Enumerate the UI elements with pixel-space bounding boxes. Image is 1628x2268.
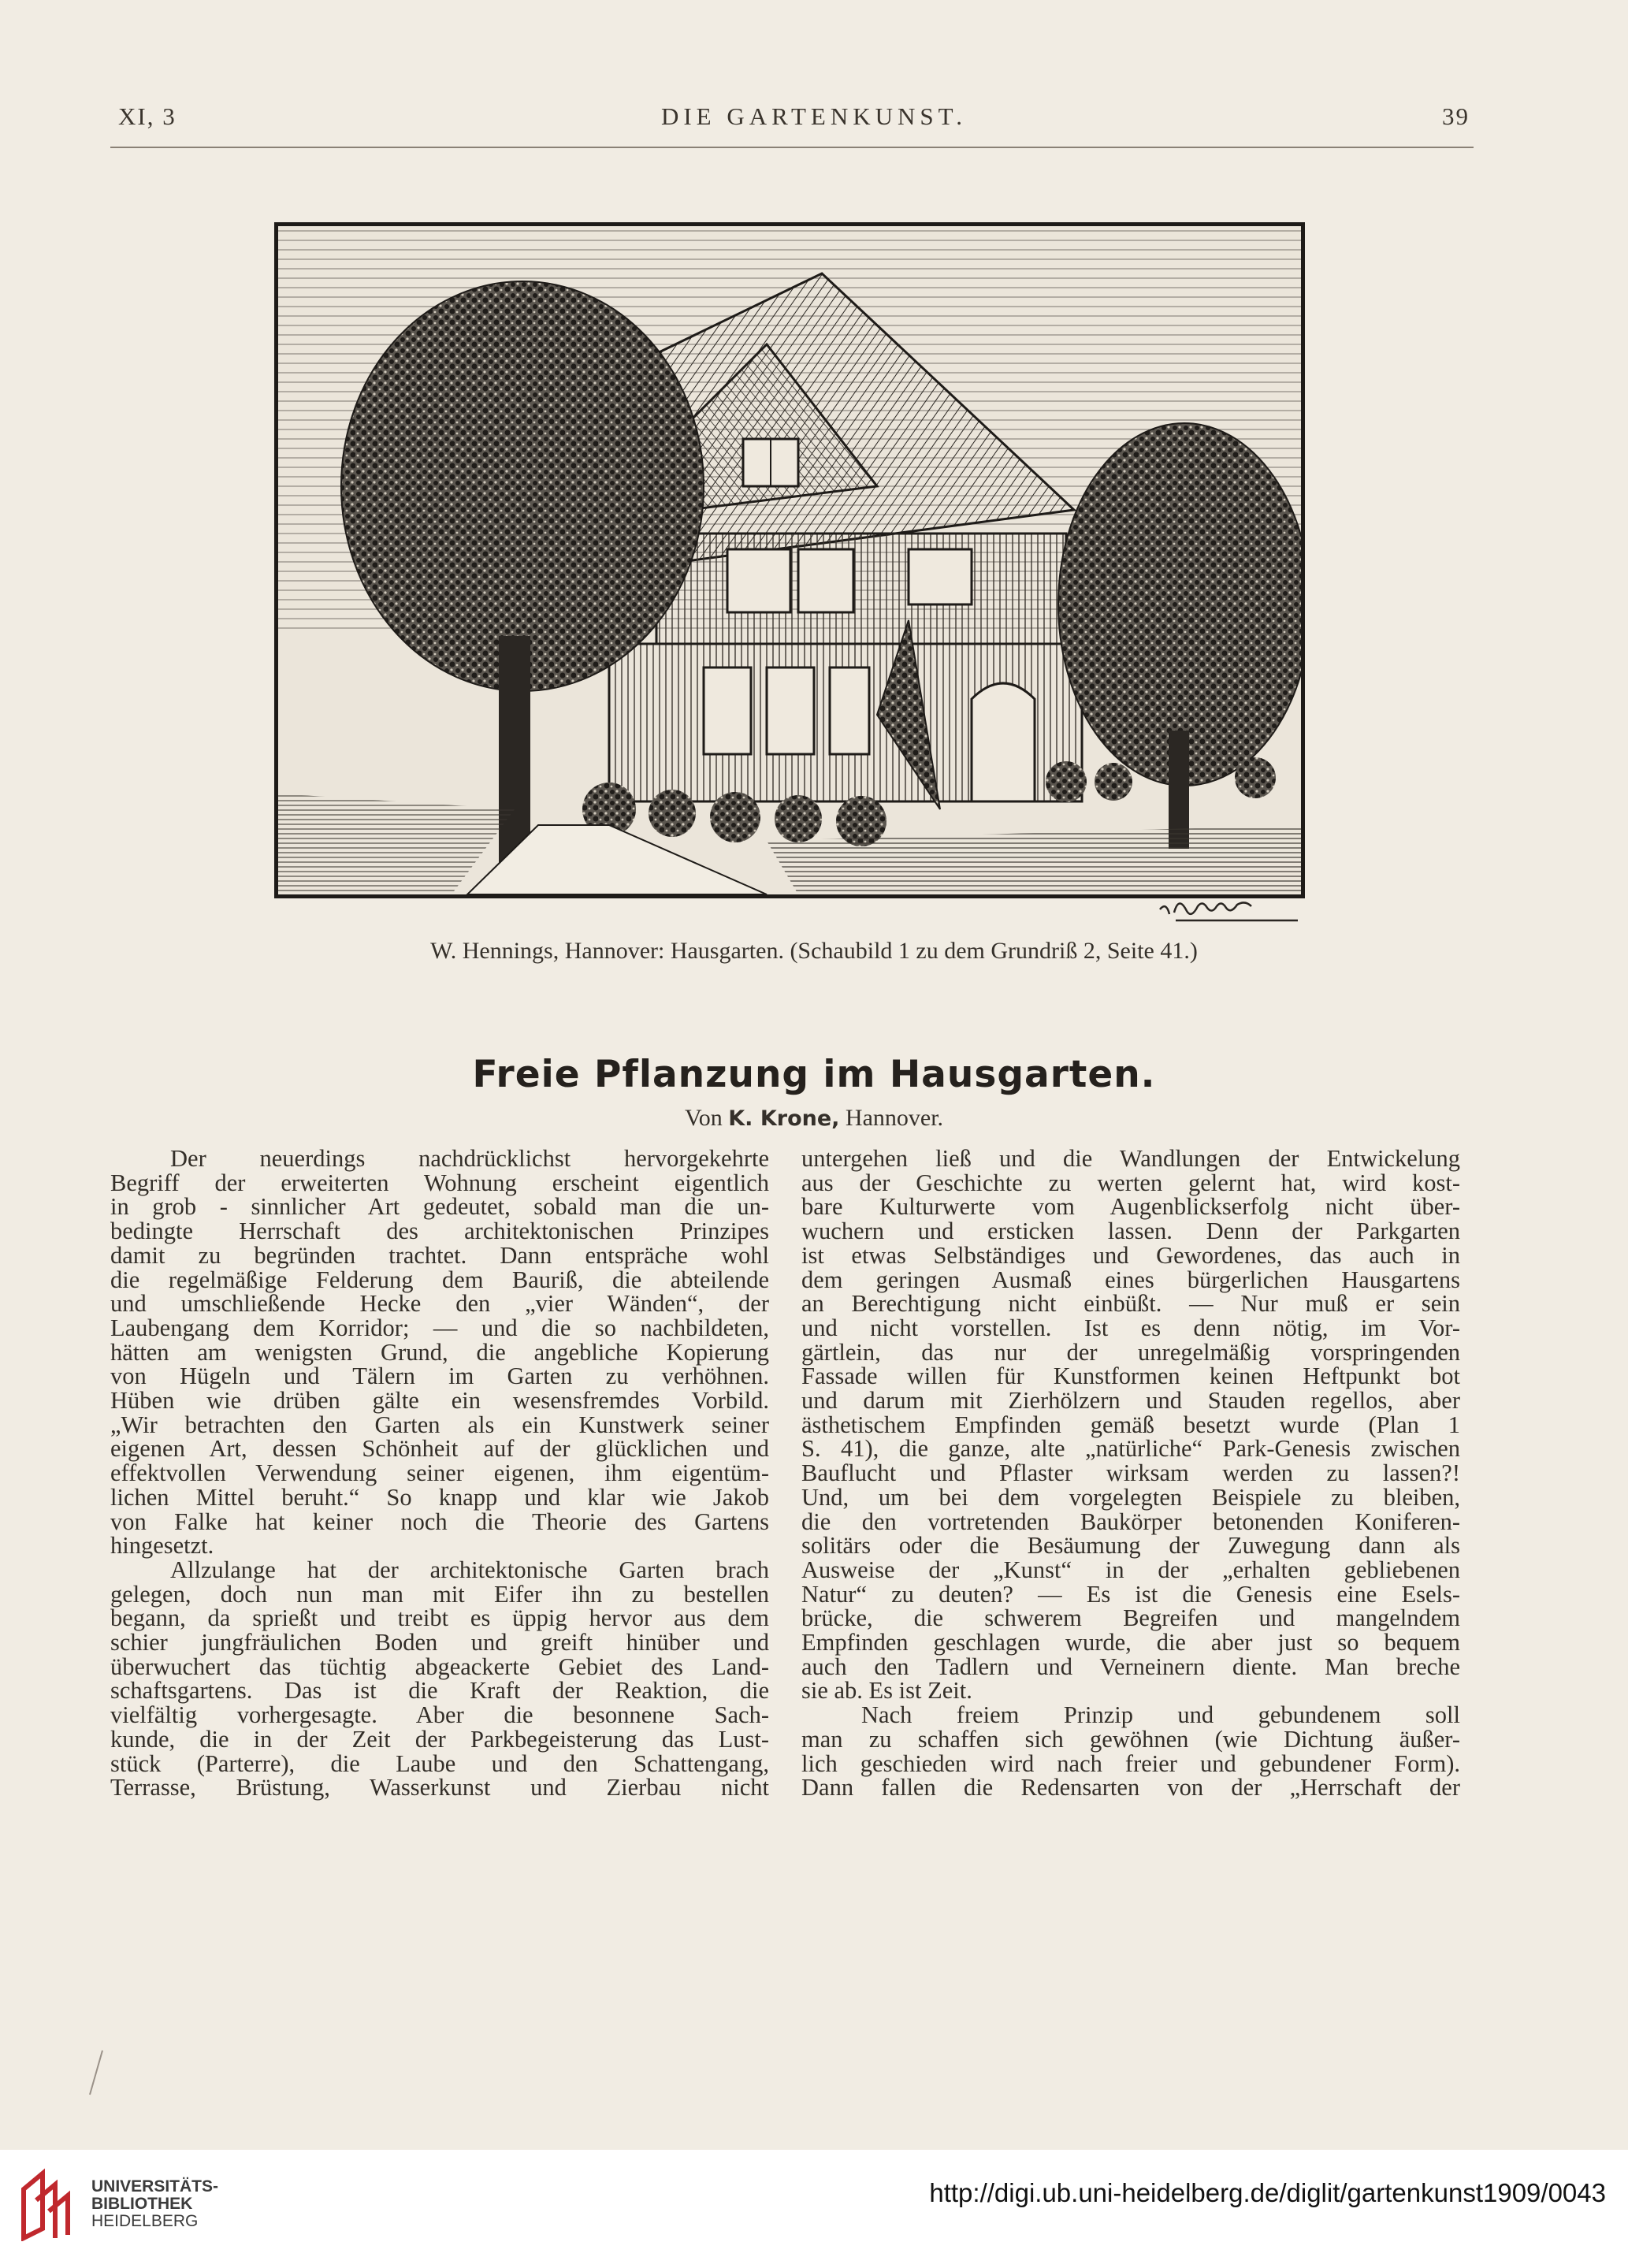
byline-author: K. Krone, xyxy=(728,1106,840,1131)
byline-prefix: Von xyxy=(684,1105,723,1131)
text-line: kunde, die in der Zeit der Parkbegeisterung das Lust- xyxy=(110,1725,769,1753)
text-line: lich geschieden wird nach freier und gebundener Form). xyxy=(801,1749,1460,1777)
text-line: Natur“ zu deuten? — Es ist die Genesis eine Esels- xyxy=(801,1580,1460,1608)
text-line: in grob - sinnlicher Art gedeutet, sobald man die un- xyxy=(110,1193,769,1221)
text-line: eigenen Art, dessen Schönheit auf der glücklichen und xyxy=(110,1435,769,1463)
text-line: Hüben wie drüben gälte ein wesensfremdes Vorbild. xyxy=(110,1387,769,1415)
library-name-line-3: HEIDELBERG xyxy=(91,2212,199,2230)
text-line: „Wir betrachten den Garten als ein Kunstwerk seiner xyxy=(110,1411,769,1438)
text-line: sie ab. Es ist Zeit. xyxy=(801,1677,972,1705)
running-header-page-number: 39 xyxy=(1442,102,1470,130)
library-name-line-1: UNIVERSITÄTS- xyxy=(91,2177,219,2195)
digitization-footer xyxy=(0,2150,1628,2268)
text-line: Bauflucht und Pflaster wirksam werden zu lassen?! xyxy=(801,1459,1460,1487)
text-line: Laubengang dem Korridor; — und die so nachbildeten, xyxy=(110,1314,769,1341)
header-rule xyxy=(110,147,1474,148)
text-line: bedingte Herrschaft des architektonischen Prinzipes xyxy=(110,1218,769,1245)
text-line: die regelmäßige Felderung dem Bauriß, die abteilende xyxy=(110,1266,769,1293)
text-line: bare Kulturwerte vom Augenblickserfolg nicht über- xyxy=(801,1193,1460,1221)
text-line: von Hügeln und Tälern im Garten zu verhöhnen. xyxy=(110,1363,769,1390)
text-line: an Berechtigung nicht einbüßt. — Nur muß er sein xyxy=(801,1290,1460,1318)
text-line: hingesetzt. xyxy=(110,1532,214,1560)
text-line: vielfältig vorhergesagte. Aber die besonnene Sach- xyxy=(110,1701,769,1729)
text-line: begann, da sprießt und treibt es üppig hervor aus dem xyxy=(110,1604,769,1632)
text-line: hätten am wenigsten Grund, die angebliche Kopierung xyxy=(110,1338,769,1366)
library-logo-icon xyxy=(19,2166,85,2241)
text-line: Und, um bei dem vorgelegten Beispiele zu bleiben, xyxy=(801,1483,1460,1511)
source-url-link[interactable]: http://digi.ub.uni-heidelberg.de/diglit/gartenkunst1909/0043 xyxy=(929,2178,1606,2207)
figure-caption: W. Hennings, Hannover: Hausgarten. (Schaubild 1 zu dem Grundriß 2, Seite 41.) xyxy=(430,938,1198,964)
text-line: überwuchert das tüchtig abgeackerte Gebiet des Land- xyxy=(110,1653,769,1680)
text-line: Dann fallen die Redensarten von der „Herrschaft der xyxy=(801,1774,1460,1801)
text-line: Begriff der erweiterten Wohnung erscheint eigentlich xyxy=(110,1169,769,1196)
text-line: untergehen ließ und die Wandlungen der Entwickelung xyxy=(801,1145,1460,1172)
text-line: von Falke hat keiner noch die Theorie des Gartens xyxy=(110,1508,769,1535)
text-line: die den vortretenden Baukörper betonenden Koniferen- xyxy=(801,1508,1460,1535)
article-column-right xyxy=(801,1147,1460,1800)
text-line: Empfinden geschlagen wurde, die aber just so bequem xyxy=(801,1629,1460,1656)
text-line: und darum mit Zierhölzern und Stauden regellos, aber xyxy=(801,1387,1460,1415)
text-line: Ausweise der „Kunst“ in der „erhalten gebliebenen xyxy=(801,1556,1460,1583)
article-byline xyxy=(0,1105,1628,1132)
text-line: damit zu begründen trachtet. Dann entspräche wohl xyxy=(110,1241,769,1269)
text-line: lichen Mittel beruht.“ So knapp und klar wie Jakob xyxy=(110,1483,769,1511)
text-line: Terrasse, Brüstung, Wasserkunst und Zierbau nicht xyxy=(110,1774,769,1801)
running-header-journal: DIE GARTENKUNST. xyxy=(660,102,968,130)
text-line: gelegen, doch nun man mit Eifer ihn zu bestellen xyxy=(110,1580,769,1608)
text-line: ästhetischem Empfinden gemäß besetzt wurde (Plan 1 xyxy=(801,1411,1460,1438)
text-line: schaftsgartens. Das ist die Kraft der Reaktion, die xyxy=(110,1677,769,1705)
text-line: effektvollen Verwendung seiner eigenen, ihm eigentüm- xyxy=(110,1459,769,1487)
library-name xyxy=(91,2178,218,2230)
text-line: aus der Geschichte zu werten gelernt hat, wird kost- xyxy=(801,1169,1460,1196)
text-line: man zu schaffen sich gewöhnen (wie Dichtung äußer- xyxy=(801,1725,1460,1753)
article-title: Freie Pflanzung im Hausgarten. xyxy=(472,1053,1156,1096)
running-header-volume: XI, 3 xyxy=(118,102,177,130)
byline-location: Hannover. xyxy=(845,1105,944,1131)
text-line: S. 41), die ganze, alte „natürliche“ Park-Genesis zwischen xyxy=(801,1435,1460,1463)
text-line: ist etwas Selbständiges und Gewordenes, das auch in xyxy=(801,1241,1460,1269)
garden-house-illustration xyxy=(274,222,1305,898)
text-line: Fassade willen für Kunstformen keinen Heftpunkt bot xyxy=(801,1363,1460,1390)
text-line: dem geringen Ausmaß eines bürgerlichen Hausgartens xyxy=(801,1266,1460,1293)
text-line: schier jungfräulichen Boden und greift hinüber und xyxy=(110,1629,769,1656)
text-line: gärtlein, das nur der unregelmäßig vorspringenden xyxy=(801,1338,1460,1366)
text-line: Der neuerdings nachdrücklichst hervorgekehrte xyxy=(170,1145,769,1172)
text-line: auch den Tadlern und Verneinern diente. Man breche xyxy=(801,1653,1460,1680)
margin-pencil-mark xyxy=(85,2049,109,2096)
text-line: stück (Parterre), die Laube und den Schattengang, xyxy=(110,1749,769,1777)
text-line: und umschließende Hecke den „vier Wänden“, der xyxy=(110,1290,769,1318)
text-line: Allzulange hat der architektonische Garten brach xyxy=(170,1556,769,1583)
text-line: und nicht vorstellen. Ist es denn nötig, im Vor- xyxy=(801,1314,1460,1341)
artist-signature xyxy=(1152,892,1302,925)
article-column-left xyxy=(110,1147,769,1800)
garden-house-drawing xyxy=(278,226,1301,894)
text-line: brücke, die schwerem Begreifen und mangelndem xyxy=(801,1604,1460,1632)
text-line: solitärs oder die Besäumung der Zuwegung dann als xyxy=(801,1532,1460,1560)
text-line: Nach freiem Prinzip und gebundenem soll xyxy=(861,1701,1460,1729)
text-line: wuchern und ersticken lassen. Denn der Parkgarten xyxy=(801,1218,1460,1245)
library-name-line-2: BIBLIOTHEK xyxy=(91,2195,193,2213)
